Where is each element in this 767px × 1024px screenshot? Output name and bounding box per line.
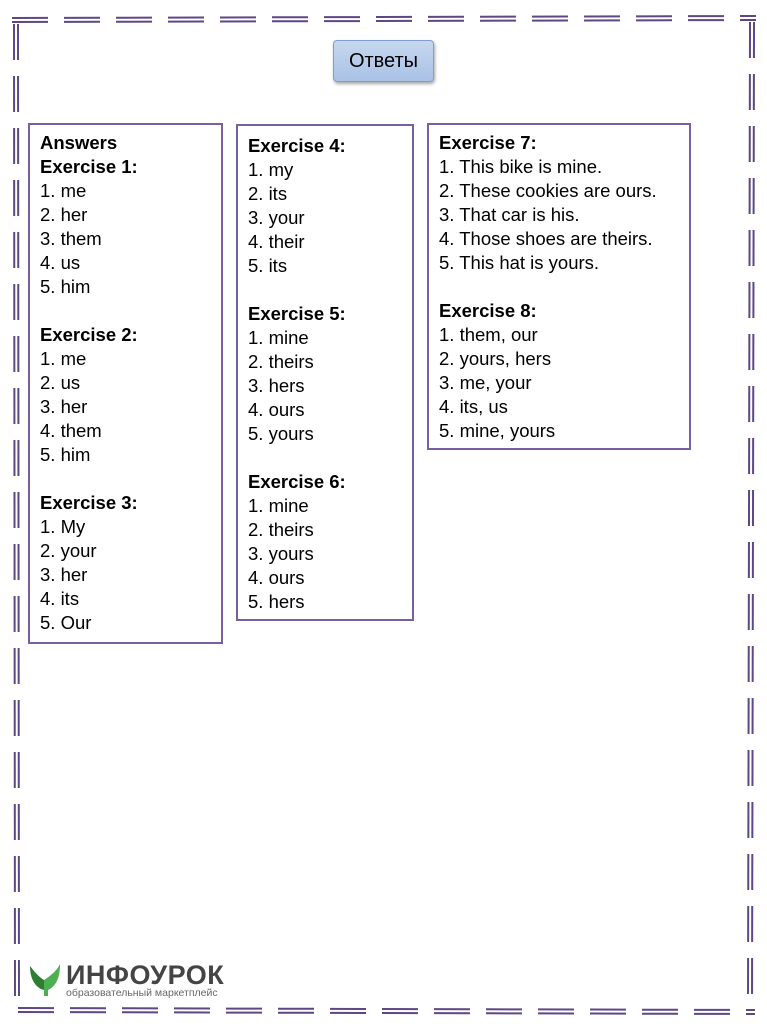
answer-line: 3. me, your	[439, 372, 532, 393]
answers-box-exercises-1-3	[28, 123, 223, 644]
answer-line: 3. yours	[248, 543, 314, 564]
answer-line: 1. me	[40, 348, 87, 369]
answer-line: 3. her	[40, 564, 88, 585]
spacer	[439, 275, 679, 299]
answer-line: 4. their	[248, 231, 305, 252]
answer-line: 3. hers	[248, 375, 305, 396]
answer-line: 4. ours	[248, 567, 305, 588]
answer-line: 2. These cookies are ours.	[439, 180, 657, 201]
answer-line: 4. them	[40, 420, 102, 441]
exercise-heading: Exercise 7:	[439, 132, 537, 153]
answer-line: 5. its	[248, 255, 288, 276]
answer-line: 5. mine, yours	[439, 420, 556, 441]
exercise-heading: Exercise 6:	[248, 471, 346, 492]
answer-line: 2. yours, hers	[439, 348, 552, 369]
spacer	[248, 446, 402, 470]
logo-wordmark: ИНФОУРОК	[66, 960, 225, 990]
answer-line: 2. us	[40, 372, 81, 393]
answer-line: 5. him	[40, 276, 91, 297]
answer-line: 5. yours	[248, 423, 314, 444]
answers-title-button: Ответы	[333, 40, 434, 82]
exercise-heading: Exercise 4:	[248, 135, 346, 156]
exercise-heading: Exercise 2:	[40, 324, 138, 345]
answer-line: 2. theirs	[248, 519, 314, 540]
infourok-logo	[28, 960, 258, 1000]
answers-box-exercises-7-8	[427, 123, 691, 450]
answer-line: 4. its, us	[439, 396, 508, 417]
answer-line: 2. your	[40, 540, 97, 561]
infourok-leaf-icon	[28, 962, 62, 998]
answer-line: 3. her	[40, 396, 88, 417]
answer-line: 4. ours	[248, 399, 305, 420]
answer-line: 5. This hat is yours.	[439, 252, 600, 273]
exercise-heading: Exercise 1:	[40, 156, 138, 177]
answer-line: 1. mine	[248, 327, 309, 348]
exercise-heading: Answers	[40, 132, 118, 153]
spacer	[40, 467, 211, 491]
answer-line: 1. This bike is mine.	[439, 156, 603, 177]
answer-line: 4. us	[40, 252, 81, 273]
answer-line: 1. My	[40, 516, 86, 537]
answer-line: 1. me	[40, 180, 87, 201]
answer-line: 2. theirs	[248, 351, 314, 372]
exercise-heading: Exercise 8:	[439, 300, 537, 321]
exercise-heading: Exercise 3:	[40, 492, 138, 513]
spacer	[248, 278, 402, 302]
answer-line: 4. its	[40, 588, 80, 609]
answer-line: 1. my	[248, 159, 294, 180]
exercise-heading: Exercise 5:	[248, 303, 346, 324]
answer-line: 2. her	[40, 204, 88, 225]
answer-line: 3. them	[40, 228, 102, 249]
answer-line: 5. him	[40, 444, 91, 465]
answer-line: 5. hers	[248, 591, 305, 612]
answer-line: 5. Our	[40, 612, 92, 633]
answer-line: 4. Those shoes are theirs.	[439, 228, 653, 249]
answer-line: 3. your	[248, 207, 305, 228]
answer-line: 2. its	[248, 183, 288, 204]
spacer	[40, 299, 211, 323]
answers-box-exercises-4-6	[236, 124, 414, 621]
logo-subtitle: образовательный маркетплейс	[66, 987, 218, 999]
answer-line: 1. them, our	[439, 324, 538, 345]
answer-line: 3. That car is his.	[439, 204, 580, 225]
answer-line: 1. mine	[248, 495, 309, 516]
